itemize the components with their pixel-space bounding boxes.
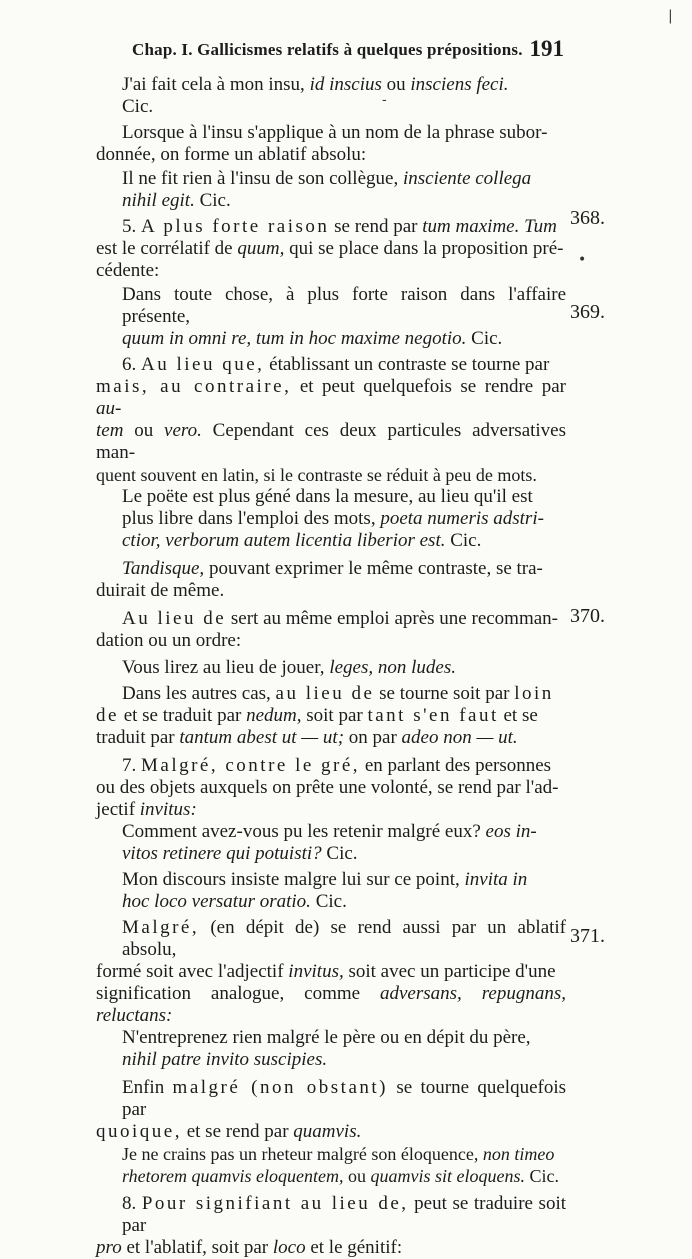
- latin: quamvis.: [293, 1121, 362, 1142]
- paragraph-malgre-ablatif: [96, 917, 566, 1071]
- example: [96, 657, 566, 679]
- text: Je ne crains pas un rheteur malgré son éloquence,: [122, 1144, 479, 1164]
- section-370: [96, 755, 566, 913]
- text: ou: [386, 74, 406, 95]
- text-line: [122, 1165, 566, 1187]
- text-line: [122, 821, 566, 843]
- text-line: [122, 869, 566, 891]
- latin: nedum,: [246, 705, 302, 726]
- term: A plus forte raison: [141, 216, 330, 237]
- running-header: [132, 38, 564, 68]
- text: formé soit avec l'adjectif: [96, 961, 284, 982]
- term: de: [96, 705, 119, 726]
- latin: rhetorem quamvis eloquentem,: [122, 1166, 344, 1186]
- term: Au lieu de: [122, 608, 227, 629]
- citation: Cic.: [529, 1166, 559, 1186]
- latin: tem: [96, 420, 124, 441]
- latin: insciente collega: [402, 168, 532, 189]
- text: on par: [348, 727, 397, 748]
- text-line: [122, 74, 566, 96]
- paragraph-enfin: [96, 1077, 566, 1187]
- text: et l'ablatif, soit par: [126, 1237, 269, 1258]
- text: ou: [134, 420, 154, 441]
- text: Enfin: [122, 1077, 165, 1098]
- text: ou: [347, 1166, 366, 1186]
- term: Au lieu que,: [141, 354, 265, 375]
- example-collegue: [96, 168, 566, 212]
- term: au lieu de: [275, 683, 375, 704]
- latin: id inscius: [309, 74, 382, 95]
- text-line: donnée, on forme un ablatif absolu:: [96, 144, 367, 165]
- text-line: [96, 216, 566, 238]
- latin: eos in-: [485, 821, 537, 842]
- item-number: 6.: [122, 354, 137, 375]
- text: et se rend par: [186, 1121, 289, 1142]
- text-line: N'entreprenez rien malgré le père ou en dépit du père,: [122, 1027, 531, 1048]
- term: mais, au contraire,: [96, 376, 292, 397]
- example: [96, 1027, 566, 1071]
- text: et le génitif:: [310, 1237, 403, 1258]
- citation: Cic.: [471, 328, 503, 349]
- section-number-370: 370.: [570, 605, 605, 627]
- text-line: [96, 1193, 566, 1237]
- text-line: [122, 843, 566, 865]
- citation: Cic.: [450, 530, 482, 551]
- citation: Cic.: [199, 190, 231, 211]
- text-line: [96, 917, 566, 961]
- latin: pro: [96, 1237, 122, 1258]
- text-line: [96, 727, 566, 749]
- term: Malgré,: [122, 917, 200, 938]
- term: tant s'en faut: [367, 705, 499, 726]
- section-number-368: 368.: [570, 207, 605, 229]
- text-line: [96, 705, 566, 727]
- term: quoique,: [96, 1121, 182, 1142]
- chapter-title: Chap. I. Gallicismes relatifs à quelques prépositions.: [132, 40, 523, 59]
- latin: au-: [96, 398, 122, 419]
- text: sert au même emploi après une recomman-: [230, 608, 558, 629]
- page-number: 191: [529, 36, 564, 61]
- section-368: [96, 216, 566, 350]
- citation: Cic.: [122, 96, 154, 117]
- text-line: [96, 961, 566, 983]
- latin: tum maxime. Tum: [422, 216, 557, 237]
- text: établissant un contraste se tourne par: [269, 354, 550, 375]
- item-number: 7.: [122, 755, 137, 776]
- latin: insciens feci.: [410, 74, 509, 95]
- example: [96, 284, 566, 350]
- text: Mon discours insiste malgre lui sur ce point,: [122, 869, 460, 890]
- text-line: [122, 190, 566, 212]
- text: (en dépit de) se rend aussi par un ablatif absolu,: [122, 917, 567, 960]
- text-line: [96, 376, 566, 420]
- text-line: ou des objets auxquels on prête une volonté, se rend par l'ad-: [96, 777, 559, 798]
- text: Comment avez-vous pu les retenir malgré eux?: [122, 821, 481, 842]
- latin: adversans, repugnans, reluctans:: [96, 983, 566, 1026]
- text-line: [96, 238, 566, 260]
- text-line: [122, 530, 566, 552]
- text: J'ai fait cela à mon insu,: [122, 74, 305, 95]
- latin: vitos retinere qui potuisti?: [122, 843, 322, 864]
- text: se tourne soit par: [379, 683, 510, 704]
- item-number: 8.: [122, 1193, 137, 1214]
- text-line: [96, 608, 566, 630]
- text-line: dation ou un ordre:: [96, 630, 242, 651]
- text-line: [122, 1049, 566, 1071]
- text-line: Dans toute chose, à plus forte raison dans l'affaire présente,: [122, 284, 566, 327]
- term: malgré (non obstant): [172, 1077, 388, 1098]
- text-line: [96, 1121, 566, 1143]
- section-369: [96, 354, 566, 552]
- text: Dans les autres cas,: [122, 683, 271, 704]
- example: [96, 486, 566, 552]
- term: Pour signifiant au lieu de,: [141, 1193, 409, 1214]
- text-line: [96, 799, 566, 821]
- text: se tourne quelquefois par: [122, 1077, 566, 1120]
- text-line: Lorsque à l'insu s'applique à un nom de la phrase subor-: [122, 122, 548, 143]
- text-line: [122, 891, 566, 913]
- latin: non timeo: [482, 1144, 555, 1164]
- term: loin: [514, 683, 554, 704]
- latin: adeo non — ut.: [401, 727, 518, 748]
- item-number: 5.: [122, 216, 137, 237]
- latin: Tandisque,: [122, 558, 205, 579]
- latin: invita in: [464, 869, 528, 890]
- text-line: [96, 683, 566, 705]
- text-line: duirait de même.: [96, 580, 225, 601]
- latin: quum,: [237, 238, 285, 259]
- text: Il ne fit rien à l'insu de son collègue,: [122, 168, 399, 189]
- text-line: [96, 1077, 566, 1121]
- text: signification analogue, comme: [96, 983, 361, 1004]
- text: Cependant ces deux particules adversatives man-: [96, 420, 567, 463]
- text: est le corrélatif de: [96, 238, 233, 259]
- text-line: [122, 508, 566, 530]
- text-line: [122, 328, 566, 350]
- latin: ctior, verborum autem licentia liberior est.: [122, 530, 446, 551]
- text-line: cédente:: [96, 260, 160, 281]
- text-line: [96, 983, 566, 1027]
- scan-mark: |: [668, 8, 673, 24]
- section-371: [96, 1193, 566, 1259]
- text: et peut quelquefois se rendre par: [299, 376, 566, 397]
- paragraph-insu: [96, 122, 566, 166]
- text: qui se place dans la proposition pré-: [289, 238, 564, 259]
- latin: quamvis sit eloquens.: [370, 1166, 525, 1186]
- text: jectif: [96, 799, 136, 820]
- text-line: [96, 354, 566, 376]
- text: soit par: [306, 705, 363, 726]
- latin: invitus:: [139, 799, 197, 820]
- text: soit avec un participe d'une: [348, 961, 556, 982]
- text: traduit par: [96, 727, 175, 748]
- text-line: [122, 657, 566, 679]
- latin: poeta numeris adstri-: [380, 508, 544, 529]
- text: pouvant exprimer le même contraste, se tra-: [208, 558, 543, 579]
- text-line: [96, 1237, 566, 1259]
- text-line: [96, 420, 566, 464]
- latin: loco: [272, 1237, 306, 1258]
- example: [96, 869, 566, 913]
- text: se rend par: [334, 216, 418, 237]
- page-body: [96, 72, 566, 1259]
- latin: quum in omni re, tum in hoc maxime negotio.: [122, 328, 467, 349]
- text: en parlant des personnes: [364, 755, 552, 776]
- text-line: [96, 558, 566, 580]
- latin: nihil egit.: [122, 190, 195, 211]
- text-line: quent souvent en latin, si le contraste se réduit à peu de mots.: [96, 465, 537, 485]
- text-line: [96, 755, 566, 777]
- text-line: [122, 1143, 566, 1165]
- latin: hoc loco versatur oratio.: [122, 891, 311, 912]
- section-number-371: 371.: [570, 925, 605, 947]
- text: et se: [503, 705, 538, 726]
- text: plus libre dans l'emploi des mots,: [122, 508, 376, 529]
- example: [96, 821, 566, 865]
- text-line: [122, 96, 566, 118]
- citation: Cic.: [326, 843, 358, 864]
- example-insu: [96, 74, 566, 118]
- term: Malgré, contre le gré,: [141, 755, 361, 776]
- text: Vous lirez au lieu de jouer,: [122, 657, 325, 678]
- latin: tantum abest ut — ut;: [179, 727, 345, 748]
- text-line: [122, 168, 566, 190]
- paragraph-au-lieu-de: [96, 608, 566, 679]
- section-number-369: 369.: [570, 301, 605, 323]
- latin: vero.: [164, 420, 202, 441]
- text: et se traduit par: [123, 705, 242, 726]
- paragraph-autres-cas: [96, 683, 566, 749]
- scan-mark: -: [382, 92, 387, 108]
- citation: Cic.: [315, 891, 347, 912]
- latin: invitus,: [288, 961, 344, 982]
- paragraph-tandisque: [96, 558, 566, 602]
- text-line: Le poëte est plus géné dans la mesure, au lieu qu'il est: [122, 486, 533, 507]
- text: peut se traduire soit par: [122, 1193, 567, 1236]
- latin: nihil patre invito suscipies.: [122, 1049, 328, 1070]
- example: [96, 1143, 566, 1187]
- scan-mark: •: [578, 252, 587, 268]
- latin: leges, non ludes.: [329, 657, 456, 678]
